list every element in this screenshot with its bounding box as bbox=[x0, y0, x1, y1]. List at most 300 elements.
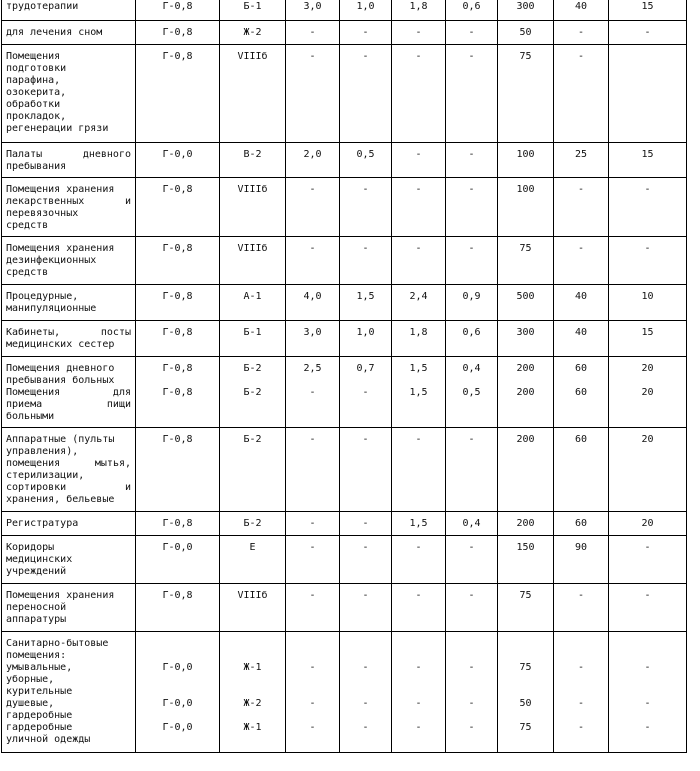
table-row bbox=[2, 512, 687, 536]
cell-value bbox=[613, 650, 682, 662]
value-cell-e bbox=[498, 428, 554, 512]
value-cell-g bbox=[609, 285, 687, 321]
value-cell-a bbox=[286, 21, 340, 45]
cell-value: Г-0,8 bbox=[162, 387, 193, 398]
value-cell-d bbox=[446, 536, 498, 584]
cell-value: 200 bbox=[516, 434, 535, 445]
value-cell-a bbox=[286, 45, 340, 143]
cell-value: Б-2 bbox=[243, 434, 262, 445]
room-name-line: лекарственных и bbox=[6, 196, 131, 207]
value-cell-a bbox=[286, 512, 340, 536]
cell-value: - bbox=[468, 27, 475, 38]
cell-value: - bbox=[309, 243, 316, 254]
cell-value: 200 bbox=[516, 518, 535, 529]
cell-value: 100 bbox=[516, 149, 535, 160]
value-cell-a bbox=[286, 321, 340, 357]
cell-value: VIIIб bbox=[237, 51, 268, 62]
cell-value: Б-2 bbox=[243, 387, 262, 398]
table-row bbox=[2, 237, 687, 285]
cell-value bbox=[450, 638, 493, 650]
cell-value: 4,0 bbox=[303, 291, 322, 302]
cell-value: - bbox=[415, 662, 422, 673]
cell-value: - bbox=[415, 542, 422, 553]
room-name-line: средств bbox=[6, 220, 49, 231]
value-cell-c bbox=[392, 512, 446, 536]
cell-value bbox=[140, 686, 215, 698]
value-cell-cls bbox=[136, 512, 220, 536]
value-cell-b bbox=[340, 237, 392, 285]
value-cell-c bbox=[392, 143, 446, 178]
cell-value bbox=[140, 638, 215, 650]
cell-value: 40 bbox=[574, 327, 588, 338]
cell-value bbox=[502, 686, 549, 698]
value-cell-c bbox=[392, 0, 446, 21]
cell-value bbox=[140, 650, 215, 662]
cell-value: 1,8 bbox=[409, 327, 428, 338]
cell-value: 90 bbox=[574, 542, 588, 553]
cell-value: Б-1 bbox=[243, 327, 262, 338]
room-name-line: душевые, bbox=[6, 698, 55, 709]
value-cell-cat bbox=[220, 512, 286, 536]
cell-value: 75 bbox=[519, 590, 532, 601]
table-row bbox=[2, 285, 687, 321]
value-cell-c bbox=[392, 584, 446, 632]
value-cell-e bbox=[498, 0, 554, 21]
value-cell-b bbox=[340, 21, 392, 45]
room-name-line: приема пищи bbox=[6, 399, 131, 410]
cell-value: 500 bbox=[516, 291, 535, 302]
cell-value bbox=[558, 710, 604, 722]
cell-value: 50 bbox=[519, 27, 532, 38]
cell-value bbox=[344, 674, 387, 686]
cell-value: 75 bbox=[519, 243, 532, 254]
value-cell-e bbox=[498, 178, 554, 237]
cell-value bbox=[396, 375, 441, 387]
value-cell-b bbox=[340, 512, 392, 536]
cell-value: - bbox=[309, 51, 316, 62]
table-row bbox=[2, 632, 687, 753]
value-cell-a bbox=[286, 584, 340, 632]
cell-value: Ж-1 bbox=[243, 722, 262, 733]
room-name-line: подготовки bbox=[6, 63, 67, 74]
cell-value: 20 bbox=[641, 434, 654, 445]
cell-value: - bbox=[415, 434, 422, 445]
cell-value: 200 bbox=[516, 363, 535, 374]
room-name-line: медицинских bbox=[6, 554, 73, 565]
room-name-cell bbox=[2, 285, 136, 321]
cell-value: VIIIб bbox=[237, 184, 268, 195]
value-cell-cls bbox=[136, 321, 220, 357]
value-cell-g bbox=[609, 237, 687, 285]
value-cell-cat bbox=[220, 143, 286, 178]
cell-value: - bbox=[644, 698, 651, 709]
table-row bbox=[2, 536, 687, 584]
cell-value bbox=[290, 375, 335, 387]
cell-value: Г-0,8 bbox=[162, 363, 193, 374]
cell-value bbox=[396, 650, 441, 662]
value-cell-g bbox=[609, 178, 687, 237]
cell-value bbox=[613, 375, 682, 387]
value-cell-g bbox=[609, 357, 687, 428]
cell-value: - bbox=[415, 184, 422, 195]
room-name-line: Регистратура bbox=[6, 518, 79, 529]
cell-value: Г-0,0 bbox=[162, 722, 193, 733]
cell-value bbox=[502, 710, 549, 722]
value-cell-cat bbox=[220, 428, 286, 512]
value-cell-g bbox=[609, 21, 687, 45]
value-cell-cat bbox=[220, 0, 286, 21]
cell-value: - bbox=[415, 590, 422, 601]
value-cell-f bbox=[554, 45, 609, 143]
cell-value: - bbox=[468, 698, 475, 709]
room-name-line: трудотерапии bbox=[6, 1, 79, 12]
cell-value: Г-0,8 bbox=[162, 590, 193, 601]
value-cell-cat bbox=[220, 178, 286, 237]
value-cell-e bbox=[498, 285, 554, 321]
value-cell-b bbox=[340, 178, 392, 237]
cell-value: - bbox=[644, 184, 651, 195]
cell-value: Ж-1 bbox=[243, 662, 262, 673]
value-cell-cat bbox=[220, 584, 286, 632]
cell-value: - bbox=[468, 184, 475, 195]
room-name-line: гардеробные bbox=[6, 722, 73, 733]
room-name-line: стерилизации, bbox=[6, 470, 85, 481]
cell-value: 40 bbox=[574, 1, 588, 12]
table-row bbox=[2, 321, 687, 357]
value-cell-cls bbox=[136, 45, 220, 143]
cell-value: - bbox=[362, 51, 369, 62]
cell-value bbox=[613, 51, 682, 63]
cell-value: - bbox=[644, 590, 651, 601]
cell-value: 2,4 bbox=[409, 291, 428, 302]
cell-value: VIIIб bbox=[237, 243, 268, 254]
value-cell-c bbox=[392, 45, 446, 143]
table-row bbox=[2, 0, 687, 21]
value-cell-cls bbox=[136, 357, 220, 428]
cell-value: - bbox=[644, 722, 651, 733]
room-name-line: озокерита, bbox=[6, 87, 67, 98]
cell-value bbox=[502, 650, 549, 662]
room-name-line: учреждений bbox=[6, 566, 67, 577]
cell-value: 0,6 bbox=[462, 327, 481, 338]
room-name-line: Помещения дневного bbox=[6, 363, 115, 374]
room-name-line: уличной одежды bbox=[6, 734, 91, 745]
cell-value: Г-0,8 bbox=[162, 518, 193, 529]
value-cell-cls bbox=[136, 237, 220, 285]
value-cell-c bbox=[392, 21, 446, 45]
value-cell-d bbox=[446, 285, 498, 321]
cell-value: 3,0 bbox=[303, 327, 322, 338]
value-cell-b bbox=[340, 536, 392, 584]
value-cell-a bbox=[286, 143, 340, 178]
cell-value: - bbox=[468, 51, 475, 62]
value-cell-f bbox=[554, 285, 609, 321]
cell-value: - bbox=[309, 387, 316, 398]
cell-value: 75 bbox=[519, 662, 532, 673]
cell-value: 1,0 bbox=[356, 327, 375, 338]
value-cell-b bbox=[340, 0, 392, 21]
cell-value: VIIIб bbox=[237, 590, 268, 601]
value-cell-b bbox=[340, 428, 392, 512]
value-cell-g bbox=[609, 428, 687, 512]
cell-value bbox=[450, 674, 493, 686]
cell-value: - bbox=[415, 51, 422, 62]
cell-value bbox=[613, 710, 682, 722]
room-name-line: Аппаратные (пульты bbox=[6, 434, 115, 445]
cell-value bbox=[344, 375, 387, 387]
room-name-line: Процедурные, bbox=[6, 291, 79, 302]
room-name-cell bbox=[2, 21, 136, 45]
cell-value bbox=[558, 638, 604, 650]
value-cell-cls bbox=[136, 632, 220, 753]
room-name-line: Помещения bbox=[6, 51, 61, 62]
cell-value: - bbox=[468, 149, 475, 160]
cell-value: - bbox=[309, 662, 316, 673]
value-cell-d bbox=[446, 21, 498, 45]
cell-value bbox=[558, 375, 604, 387]
cell-value: - bbox=[309, 542, 316, 553]
value-cell-f bbox=[554, 0, 609, 21]
room-name-line: помещения мытья, bbox=[6, 458, 131, 469]
room-name-line: Коридоры bbox=[6, 542, 55, 553]
room-name-line: парафина, bbox=[6, 75, 61, 86]
table-row bbox=[2, 21, 687, 45]
value-cell-c bbox=[392, 178, 446, 237]
cell-value: Б-2 bbox=[243, 518, 262, 529]
value-cell-g bbox=[609, 143, 687, 178]
value-cell-g bbox=[609, 536, 687, 584]
value-cell-g bbox=[609, 512, 687, 536]
room-name-cell bbox=[2, 584, 136, 632]
value-cell-e bbox=[498, 237, 554, 285]
table-row bbox=[2, 45, 687, 143]
cell-value: - bbox=[309, 590, 316, 601]
cell-value: Г-0,0 bbox=[162, 698, 193, 709]
value-cell-cls bbox=[136, 428, 220, 512]
room-name-cell bbox=[2, 357, 136, 428]
value-cell-c bbox=[392, 237, 446, 285]
value-cell-d bbox=[446, 357, 498, 428]
value-cell-c bbox=[392, 285, 446, 321]
norms-table bbox=[1, 0, 687, 753]
value-cell-c bbox=[392, 632, 446, 753]
value-cell-a bbox=[286, 632, 340, 753]
cell-value bbox=[558, 650, 604, 662]
value-cell-e bbox=[498, 512, 554, 536]
room-name-line: хранения, бельевые bbox=[6, 494, 115, 505]
value-cell-a bbox=[286, 357, 340, 428]
cell-value: - bbox=[362, 27, 369, 38]
cell-value: - bbox=[644, 243, 651, 254]
cell-value: - bbox=[309, 27, 316, 38]
room-name-line: обработки bbox=[6, 99, 61, 110]
room-name-cell bbox=[2, 512, 136, 536]
cell-value: - bbox=[362, 722, 369, 733]
room-name-line: Помещения хранения bbox=[6, 243, 115, 254]
cell-value: Г-0,8 bbox=[162, 291, 193, 302]
cell-value: - bbox=[644, 662, 651, 673]
cell-value bbox=[613, 686, 682, 698]
room-name-line: Санитарно-бытовые bbox=[6, 638, 109, 649]
room-name-cell bbox=[2, 632, 136, 753]
cell-value: - bbox=[415, 722, 422, 733]
cell-value: - bbox=[468, 662, 475, 673]
room-name-line: управления), bbox=[6, 446, 79, 457]
cell-value: - bbox=[468, 434, 475, 445]
room-name-cell bbox=[2, 0, 136, 21]
text-cursor bbox=[686, 60, 687, 72]
cell-value: 0,4 bbox=[462, 518, 481, 529]
value-cell-cat bbox=[220, 632, 286, 753]
cell-value bbox=[502, 674, 549, 686]
cell-value: 20 bbox=[641, 363, 654, 374]
table-body bbox=[2, 0, 687, 753]
cell-value: - bbox=[362, 662, 369, 673]
cell-value: 0,5 bbox=[462, 387, 481, 398]
cell-value: 3,0 bbox=[303, 1, 322, 12]
cell-value: 300 bbox=[516, 327, 535, 338]
cell-value: 60 bbox=[574, 518, 588, 529]
room-name-line: уборные, bbox=[6, 674, 55, 685]
cell-value: - bbox=[362, 698, 369, 709]
cell-value bbox=[224, 375, 281, 387]
cell-value: 60 bbox=[574, 363, 588, 374]
room-name-cell bbox=[2, 237, 136, 285]
value-cell-cls bbox=[136, 0, 220, 21]
value-cell-b bbox=[340, 632, 392, 753]
value-cell-b bbox=[340, 45, 392, 143]
value-cell-g bbox=[609, 632, 687, 753]
room-name-line: Кабинеты, посты bbox=[6, 327, 131, 338]
cell-value: - bbox=[644, 542, 651, 553]
value-cell-d bbox=[446, 0, 498, 21]
cell-value: - bbox=[577, 243, 585, 254]
room-name-line: Помещения хранения bbox=[6, 184, 115, 195]
room-name-line: переносной bbox=[6, 602, 67, 613]
cell-value: 1,0 bbox=[356, 1, 375, 12]
cell-value bbox=[558, 686, 604, 698]
cell-value bbox=[450, 375, 493, 387]
cell-value bbox=[224, 650, 281, 662]
cell-value bbox=[224, 686, 281, 698]
value-cell-b bbox=[340, 321, 392, 357]
value-cell-cls bbox=[136, 21, 220, 45]
cell-value: Г-0,8 bbox=[162, 327, 193, 338]
cell-value: 15 bbox=[641, 327, 654, 338]
cell-value: 1,5 bbox=[409, 363, 428, 374]
room-name-line: курительные bbox=[6, 686, 73, 697]
room-name-cell bbox=[2, 178, 136, 237]
room-name-cell bbox=[2, 428, 136, 512]
cell-value: 75 bbox=[519, 722, 532, 733]
value-cell-d bbox=[446, 178, 498, 237]
value-cell-cat bbox=[220, 321, 286, 357]
value-cell-d bbox=[446, 632, 498, 753]
cell-value bbox=[140, 375, 215, 387]
cell-value: - bbox=[577, 184, 585, 195]
value-cell-e bbox=[498, 536, 554, 584]
cell-value: 0,5 bbox=[356, 149, 375, 160]
value-cell-cat bbox=[220, 45, 286, 143]
cell-value: - bbox=[415, 243, 422, 254]
room-name-line: Палаты дневного bbox=[6, 149, 131, 160]
cell-value: 25 bbox=[574, 149, 588, 160]
cell-value: 2,0 bbox=[303, 149, 322, 160]
room-name-line: прокладок, bbox=[6, 111, 67, 122]
value-cell-f bbox=[554, 428, 609, 512]
value-cell-e bbox=[498, 21, 554, 45]
value-cell-d bbox=[446, 584, 498, 632]
table-row bbox=[2, 584, 687, 632]
cell-value: 150 bbox=[516, 542, 535, 553]
value-cell-c bbox=[392, 428, 446, 512]
cell-value: - bbox=[309, 434, 316, 445]
cell-value: 200 bbox=[516, 387, 535, 398]
cell-value: В-2 bbox=[243, 149, 262, 160]
cell-value: - bbox=[309, 518, 316, 529]
value-cell-e bbox=[498, 584, 554, 632]
cell-value: 1,5 bbox=[356, 291, 375, 302]
cell-value: 15 bbox=[641, 1, 654, 12]
value-cell-f bbox=[554, 584, 609, 632]
value-cell-e bbox=[498, 143, 554, 178]
value-cell-b bbox=[340, 143, 392, 178]
cell-value: - bbox=[362, 542, 369, 553]
value-cell-cls bbox=[136, 285, 220, 321]
value-cell-a bbox=[286, 237, 340, 285]
value-cell-a bbox=[286, 178, 340, 237]
room-name-line: пребывания больных bbox=[6, 375, 115, 386]
cell-value: 40 bbox=[574, 291, 588, 302]
cell-value: 60 bbox=[574, 434, 588, 445]
value-cell-e bbox=[498, 45, 554, 143]
table-row bbox=[2, 178, 687, 237]
cell-value: - bbox=[468, 542, 475, 553]
room-name-line: больными bbox=[6, 411, 55, 422]
value-cell-c bbox=[392, 357, 446, 428]
cell-value: 1,8 bbox=[409, 1, 428, 12]
cell-value: - bbox=[577, 662, 585, 673]
value-cell-a bbox=[286, 428, 340, 512]
cell-value: 50 bbox=[519, 698, 532, 709]
value-cell-b bbox=[340, 584, 392, 632]
value-cell-e bbox=[498, 321, 554, 357]
cell-value bbox=[290, 650, 335, 662]
cell-value: 10 bbox=[641, 291, 654, 302]
value-cell-cat bbox=[220, 285, 286, 321]
cell-value bbox=[613, 638, 682, 650]
value-cell-d bbox=[446, 512, 498, 536]
room-name-line: дезинфекционных bbox=[6, 255, 97, 266]
cell-value: - bbox=[309, 184, 316, 195]
cell-value: Г-0,8 bbox=[162, 27, 193, 38]
value-cell-f bbox=[554, 143, 609, 178]
value-cell-f bbox=[554, 321, 609, 357]
value-cell-cls bbox=[136, 536, 220, 584]
cell-value bbox=[140, 710, 215, 722]
value-cell-a bbox=[286, 0, 340, 21]
room-name-cell bbox=[2, 321, 136, 357]
cell-value: - bbox=[468, 243, 475, 254]
cell-value bbox=[450, 686, 493, 698]
cell-value bbox=[396, 686, 441, 698]
value-cell-b bbox=[340, 357, 392, 428]
room-name-line: манипуляционные bbox=[6, 303, 97, 314]
room-name-line: Помещения хранения bbox=[6, 590, 115, 601]
cell-value bbox=[224, 638, 281, 650]
value-cell-cat bbox=[220, 237, 286, 285]
value-cell-d bbox=[446, 428, 498, 512]
